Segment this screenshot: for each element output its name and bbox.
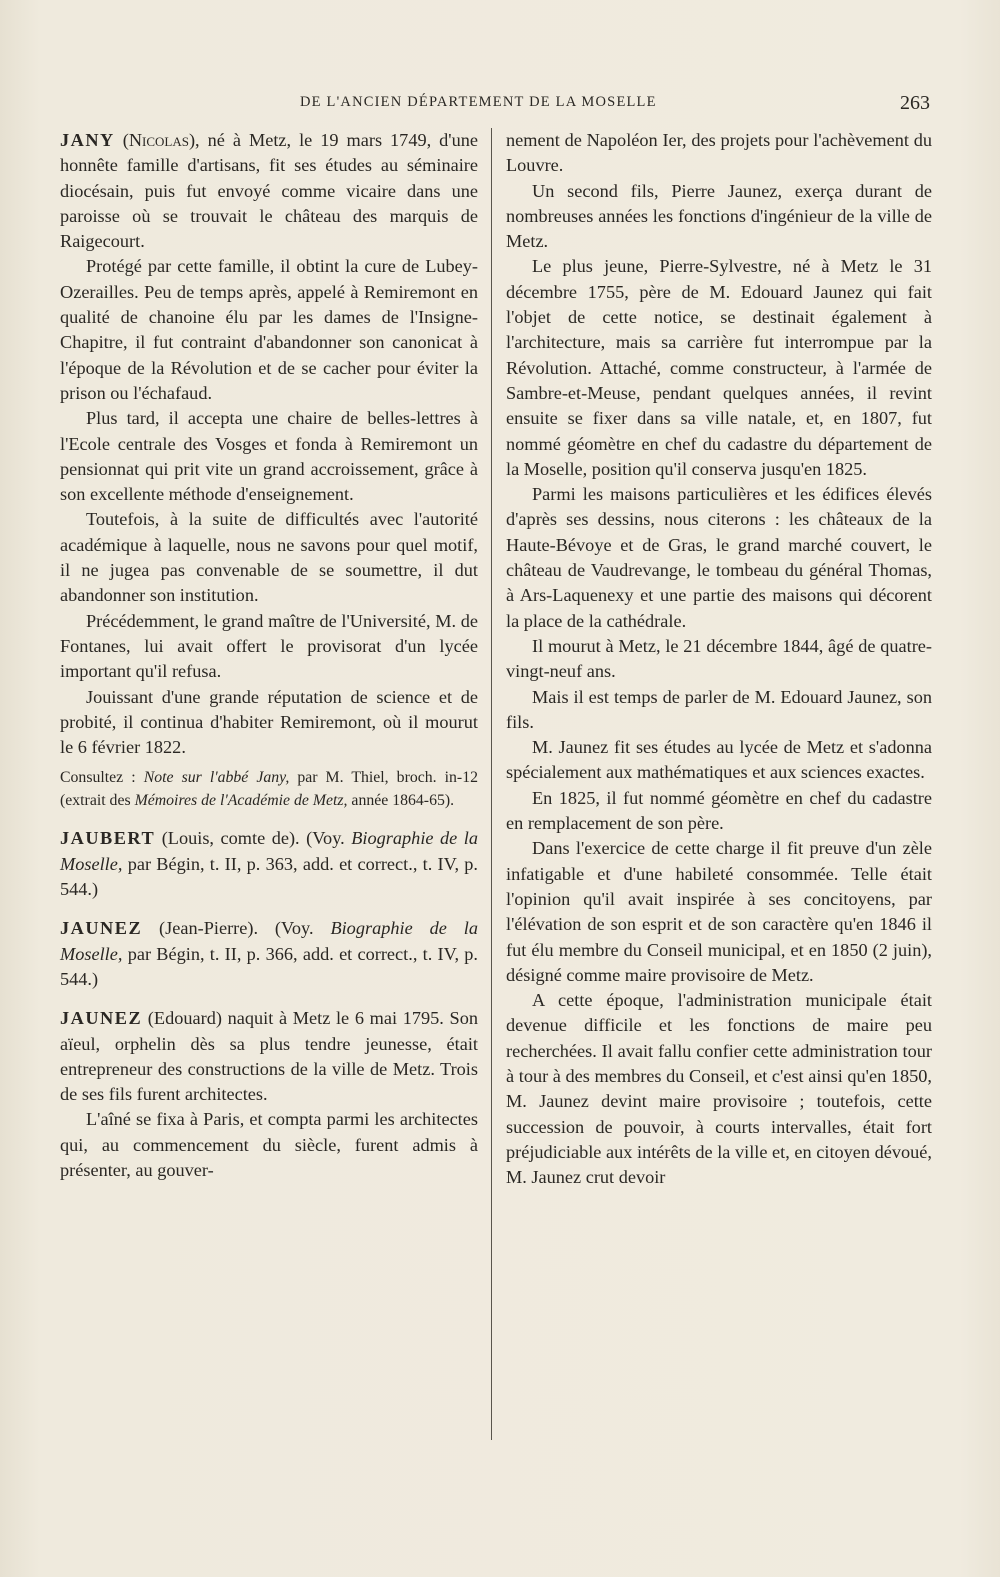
jaubert-text: (Louis, comte de). (Voy.: [155, 828, 352, 849]
right-paragraph-9: Dans l'exercice de cette charge il fit preuve d'un zèle infatigable et d'une habileté consommée. Telle était l'opinion qu'il avait inspirée à ses concitoyens, par l'élévation de son esprit et de son caractère qu'en 1846 il fut élu membre du Conseil municipal, et en 1850 (2 juin), désigné comme maire provisoire de Metz.: [506, 838, 932, 985]
note-journal: Mémoires de l'Académie de Metz,: [134, 792, 348, 810]
jaunez-jp-reference: par Bégin, t. II, p. 366, add. et correct., t. IV, p. 544.): [60, 943, 478, 989]
headword-jaunez-edouard: JAUNEZ: [60, 1008, 143, 1029]
right-paragraph-1: nement de Napoléon Ier, des projets pour l'achèvement du Louvre.: [506, 130, 932, 176]
right-column: [506, 128, 932, 1190]
page-number: 263: [900, 92, 930, 114]
jany-forename: (Nicolas),: [122, 130, 200, 150]
jany-paragraph-1: né à Metz, le 19 mars 1749, d'une honnête famille d'artisans, fit ses études au séminaire diocésain, puis fut envoyé comme vicaire dans une paroisse où se trouvait le château des marquis de Raigecourt.: [60, 130, 478, 252]
jaunez-edouard-paragraph-2: L'aîné se fixa à Paris, et compta parmi les architectes qui, au commencement du siècle, furent admis à présenter, au gouver-: [60, 1109, 478, 1180]
jaubert-reference: par Bégin, t. II, p. 363, add. et correct., t. IV, p. 544.): [60, 853, 478, 900]
note-text: par M. Thiel, broch. in-12 (extrait des: [60, 769, 478, 810]
right-paragraph-5: Il mourut à Metz, le 21 décembre 1844, âgé de quatre-vingt-neuf ans.: [506, 635, 932, 682]
jany-source-note: [60, 766, 478, 812]
entry-jany: [60, 128, 478, 254]
jany-paragraph-3: Plus tard, il accepta une chaire de belles-lettres à l'Ecole centrale des Vosges et fonda à Remiremont un pensionnat qui prit vite un grand accroissement, grâce à son excellente méthode d'enseignement.: [60, 408, 478, 505]
note-title: Note sur l'abbé Jany,: [143, 769, 290, 787]
right-paragraph-3: Le plus jeune, Pierre-Sylvestre, né à Metz le 31 décembre 1755, père de M. Edouard Jaunez qui fait l'objet de cette notice, se destinait également à l'architecture, mais sa carrière fut interrompue par la Révolution. Attaché, comme constructeur, à l'armée de Sambre-et-Meuse, pendant quelques années, il revint ensuite se fixer dans sa ville natale, et, en 1807, fut nommé géomètre en chef du cadastre du département de la Moselle, position qu'il conserva jusqu'en 1825.: [506, 256, 932, 479]
note-text: Consultez :: [60, 769, 144, 787]
jaunez-jp-text: (Jean-Pierre). (Voy.: [142, 918, 331, 939]
jaubert-reference-title: Biographie de la Moselle,: [60, 828, 479, 874]
jaunez-jp-reference-title: Biographie de la Moselle,: [60, 918, 478, 964]
jany-paragraph-4: Toutefois, à la suite de difficultés avec l'autorité académique à laquelle, nous ne savons pour quel motif, il ne jugea pas convenable de se soumettre, il dut abandonner son institution.: [60, 509, 478, 606]
running-title: DE L'ANCIEN DÉPARTEMENT DE LA MOSELLE: [300, 94, 657, 110]
jaunez-edouard-paragraph-1: (Edouard) naquit à Metz le 6 mai 1795. Son aïeul, orphelin dès sa plus tendre jeunesse, était entrepreneur des constructions de la ville de Metz. Trois de ses fils furent architectes.: [60, 1008, 478, 1105]
entry-jaunez-jean-pierre: [60, 916, 478, 992]
right-paragraph-6: Mais il est temps de parler de M. Edouard Jaunez, son fils.: [506, 686, 932, 732]
right-paragraph-8: En 1825, il fut nommé géomètre en chef du cadastre en remplacement de son père.: [506, 787, 932, 834]
note-text: année 1864-65).: [347, 792, 455, 810]
entry-jaubert: [60, 826, 478, 902]
headword-jaunez-jp: JAUNEZ: [60, 918, 143, 939]
left-column: [60, 128, 478, 1183]
right-paragraph-7: M. Jaunez fit ses études au lycée de Metz et s'adonna spécialement aux mathématiques et aux sciences exactes.: [506, 737, 932, 783]
jany-paragraph-5: Précédemment, le grand maître de l'Université, M. de Fontanes, lui avait offert le provisorat d'un lycée important qu'il refusa.: [60, 610, 478, 682]
headword-jaubert: JAUBERT: [60, 828, 156, 849]
right-paragraph-4: Parmi les maisons particulières et les édifices élevés d'après ses dessins, nous citerons : les châteaux de la Haute-Bévoye et de Gras, le grand marché couvert, le château de Vaudrevange, le tombeau du général Thomas, à Ars-Laquenexy et une partie des maisons qui décorent la place de la cathédrale.: [506, 484, 932, 631]
headword-jany: JANY: [60, 130, 115, 150]
right-paragraph-10: A cette époque, l'administration municipale était devenue difficile et les fonctions de maire peu recherchées. Il avait fallu confier cette administration tour à tour à des membres du Conseil, et c'est ainsi qu'en 1850, M. Jaunez devint maire provisoire ; toutefois, cette succession de pouvoir, à courts intervalles, était fort préjudiciable aux intérêts de la ville et, en citoyen dévoué, M. Jaunez crut devoir: [506, 990, 932, 1188]
running-head: [0, 92, 1000, 122]
column-divider: [491, 128, 492, 1440]
jany-paragraph-6: Jouissant d'une grande réputation de science et de probité, il continua d'habiter Remiremont, où il mourut le 6 février 1822.: [60, 686, 478, 758]
right-paragraph-2: Un second fils, Pierre Jaunez, exerça durant de nombreuses années les fonctions d'ingénieur de la ville de Metz.: [506, 180, 932, 252]
jany-paragraph-2: Protégé par cette famille, il obtint la cure de Lubey-Ozerailles. Peu de temps après, appelé à Remiremont en qualité de chanoine élu par les dames de l'Insigne-Chapitre, il fut contraint d'abandonner son canonicat à l'époque de la Révolution et de se cacher pour éviter la prison ou l'échafaud.: [60, 256, 478, 403]
entry-jaunez-edouard: [60, 1006, 478, 1107]
